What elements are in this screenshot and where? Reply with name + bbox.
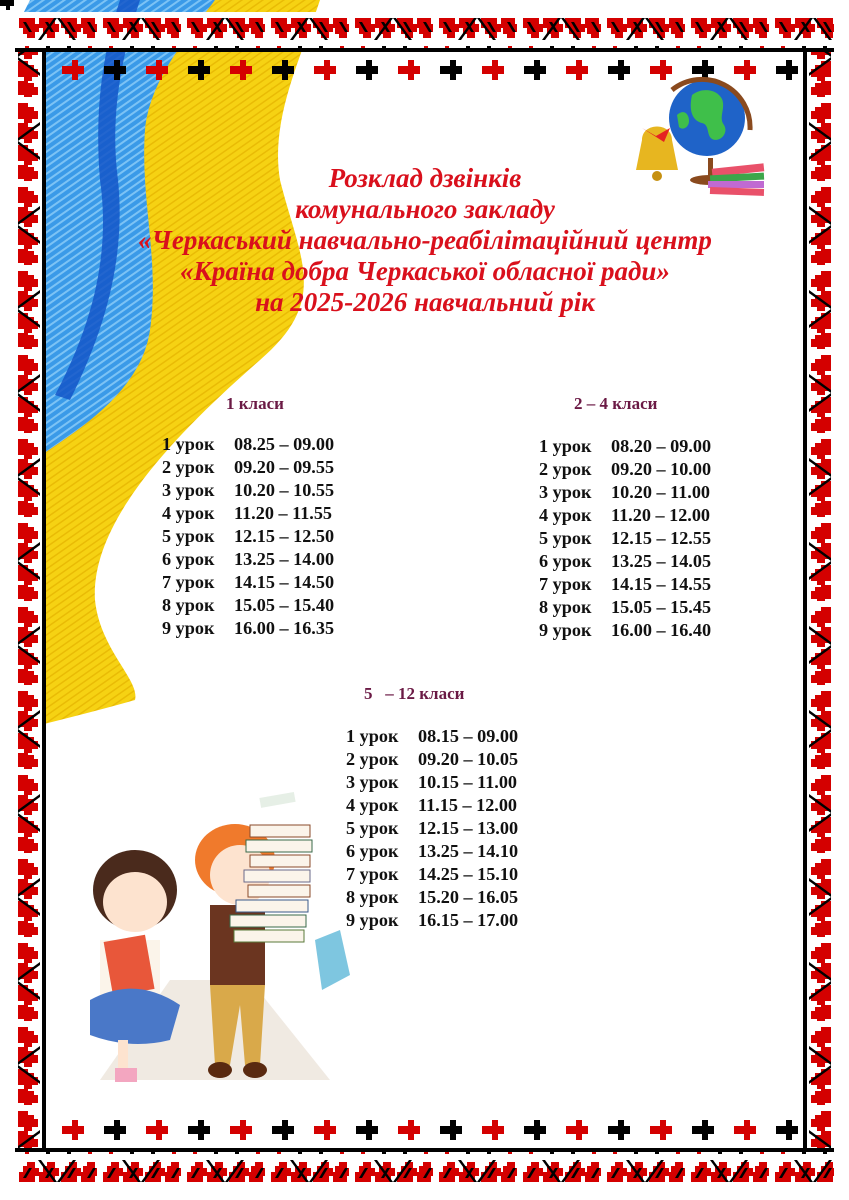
- lesson-time: 15.05 – 15.40: [234, 595, 335, 615]
- lesson-label: 3 урок: [346, 772, 399, 792]
- lesson-time: 12.15 – 13.00: [418, 818, 519, 838]
- lesson-label: 5 урок: [162, 526, 215, 546]
- lesson-time: 14.25 – 15.10: [418, 864, 519, 884]
- lesson-label: 9 урок: [539, 620, 592, 640]
- lesson-label: 2 урок: [539, 459, 592, 479]
- lesson-row: [346, 725, 518, 748]
- lesson-row: [346, 748, 518, 771]
- title-line-5: на 2025-2026 навчальний рік: [255, 287, 595, 317]
- lesson-row: [346, 817, 518, 840]
- lesson-label: 8 урок: [346, 887, 399, 907]
- lesson-row: [539, 481, 711, 504]
- title-line-2: комунального закладу: [295, 194, 555, 224]
- lesson-row: [539, 619, 711, 642]
- lesson-label: 6 урок: [539, 551, 592, 571]
- lesson-time: 13.25 – 14.05: [611, 551, 712, 571]
- lesson-row: [539, 504, 711, 527]
- children-with-books-illustration: [60, 780, 370, 1095]
- lesson-label: 1 урок: [162, 434, 215, 454]
- lesson-time: 16.00 – 16.40: [611, 620, 712, 640]
- lesson-time: 10.15 – 11.00: [418, 772, 518, 792]
- lesson-label: 4 урок: [162, 503, 215, 523]
- lesson-row: [539, 527, 711, 550]
- lesson-time: 09.20 – 10.00: [611, 459, 712, 479]
- lesson-time: 08.15 – 09.00: [418, 726, 519, 746]
- lesson-label: 9 урок: [346, 910, 399, 930]
- lesson-label: 4 урок: [539, 505, 592, 525]
- lesson-time: 12.15 – 12.55: [611, 528, 712, 548]
- lesson-row: [346, 771, 518, 794]
- lesson-time: 16.15 – 17.00: [418, 910, 519, 930]
- lesson-time: 11.20 – 11.55: [234, 503, 333, 523]
- lesson-label: 7 урок: [539, 574, 592, 594]
- lesson-time: 15.05 – 15.45: [611, 597, 712, 617]
- lesson-row: [162, 456, 334, 479]
- lesson-label: 6 урок: [162, 549, 215, 569]
- lesson-label: 5 урок: [346, 818, 399, 838]
- lesson-label: 3 урок: [539, 482, 592, 502]
- lesson-time: 13.25 – 14.00: [234, 549, 335, 569]
- lesson-row: [539, 596, 711, 619]
- lesson-label: 7 урок: [162, 572, 215, 592]
- lesson-row: [162, 571, 334, 594]
- lesson-time: 09.20 – 10.05: [418, 749, 519, 769]
- lesson-time: 13.25 – 14.10: [418, 841, 519, 861]
- lesson-time: 14.15 – 14.50: [234, 572, 335, 592]
- schedule-heading-grade-1: 1 класи: [226, 394, 284, 413]
- lesson-time: 12.15 – 12.50: [234, 526, 335, 546]
- schedule-heading-grades-5-12: 5 – 12 класи: [364, 684, 465, 703]
- lesson-time: 10.20 – 10.55: [234, 480, 335, 500]
- lesson-row: [162, 525, 334, 548]
- lesson-row: [539, 550, 711, 573]
- lesson-time: 11.20 – 12.00: [611, 505, 711, 525]
- lesson-label: 2 урок: [162, 457, 215, 477]
- lesson-time: 15.20 – 16.05: [418, 887, 519, 907]
- lesson-row: [346, 863, 518, 886]
- lesson-row: [539, 573, 711, 596]
- lesson-time: 08.25 – 09.00: [234, 434, 335, 454]
- lesson-label: 4 урок: [346, 795, 399, 815]
- page-title: [100, 163, 750, 318]
- lesson-row: [346, 886, 518, 909]
- lesson-row: [162, 548, 334, 571]
- lesson-row: [346, 840, 518, 863]
- lesson-time: 16.00 – 16.35: [234, 618, 335, 638]
- lesson-row: [162, 433, 334, 456]
- schedule-heading-grades-2-4: 2 – 4 класи: [574, 394, 658, 413]
- lesson-label: 5 урок: [539, 528, 592, 548]
- lesson-label: 3 урок: [162, 480, 215, 500]
- lesson-time: 10.20 – 11.00: [611, 482, 711, 502]
- lesson-label: 1 урок: [539, 436, 592, 456]
- lesson-label: 7 урок: [346, 864, 399, 884]
- title-line-3: «Черкаський навчально-реабілітаційний центр: [138, 225, 712, 255]
- lesson-time: 14.15 – 14.55: [611, 574, 712, 594]
- schedule-grade-1: [162, 433, 334, 640]
- lesson-label: 1 урок: [346, 726, 399, 746]
- lesson-label: 8 урок: [162, 595, 215, 615]
- lesson-row: [346, 794, 518, 817]
- lesson-row: [162, 594, 334, 617]
- schedule-grades-5-12: [346, 725, 518, 932]
- lesson-row: [346, 909, 518, 932]
- lesson-row: [162, 617, 334, 640]
- lesson-label: 2 урок: [346, 749, 399, 769]
- lesson-label: 8 урок: [539, 597, 592, 617]
- lesson-row: [539, 458, 711, 481]
- lesson-row: [162, 479, 334, 502]
- lesson-label: 6 урок: [346, 841, 399, 861]
- lesson-time: 11.15 – 12.00: [418, 795, 518, 815]
- schedule-grades-2-4: [539, 435, 711, 642]
- title-line-1: Розклад дзвінків: [328, 163, 522, 193]
- lesson-time: 08.20 – 09.00: [611, 436, 712, 456]
- lesson-row: [539, 435, 711, 458]
- title-line-4: «Країна добра Черкаської обласної ради»: [180, 256, 670, 286]
- lesson-time: 09.20 – 09.55: [234, 457, 335, 477]
- lesson-label: 9 урок: [162, 618, 215, 638]
- lesson-row: [162, 502, 334, 525]
